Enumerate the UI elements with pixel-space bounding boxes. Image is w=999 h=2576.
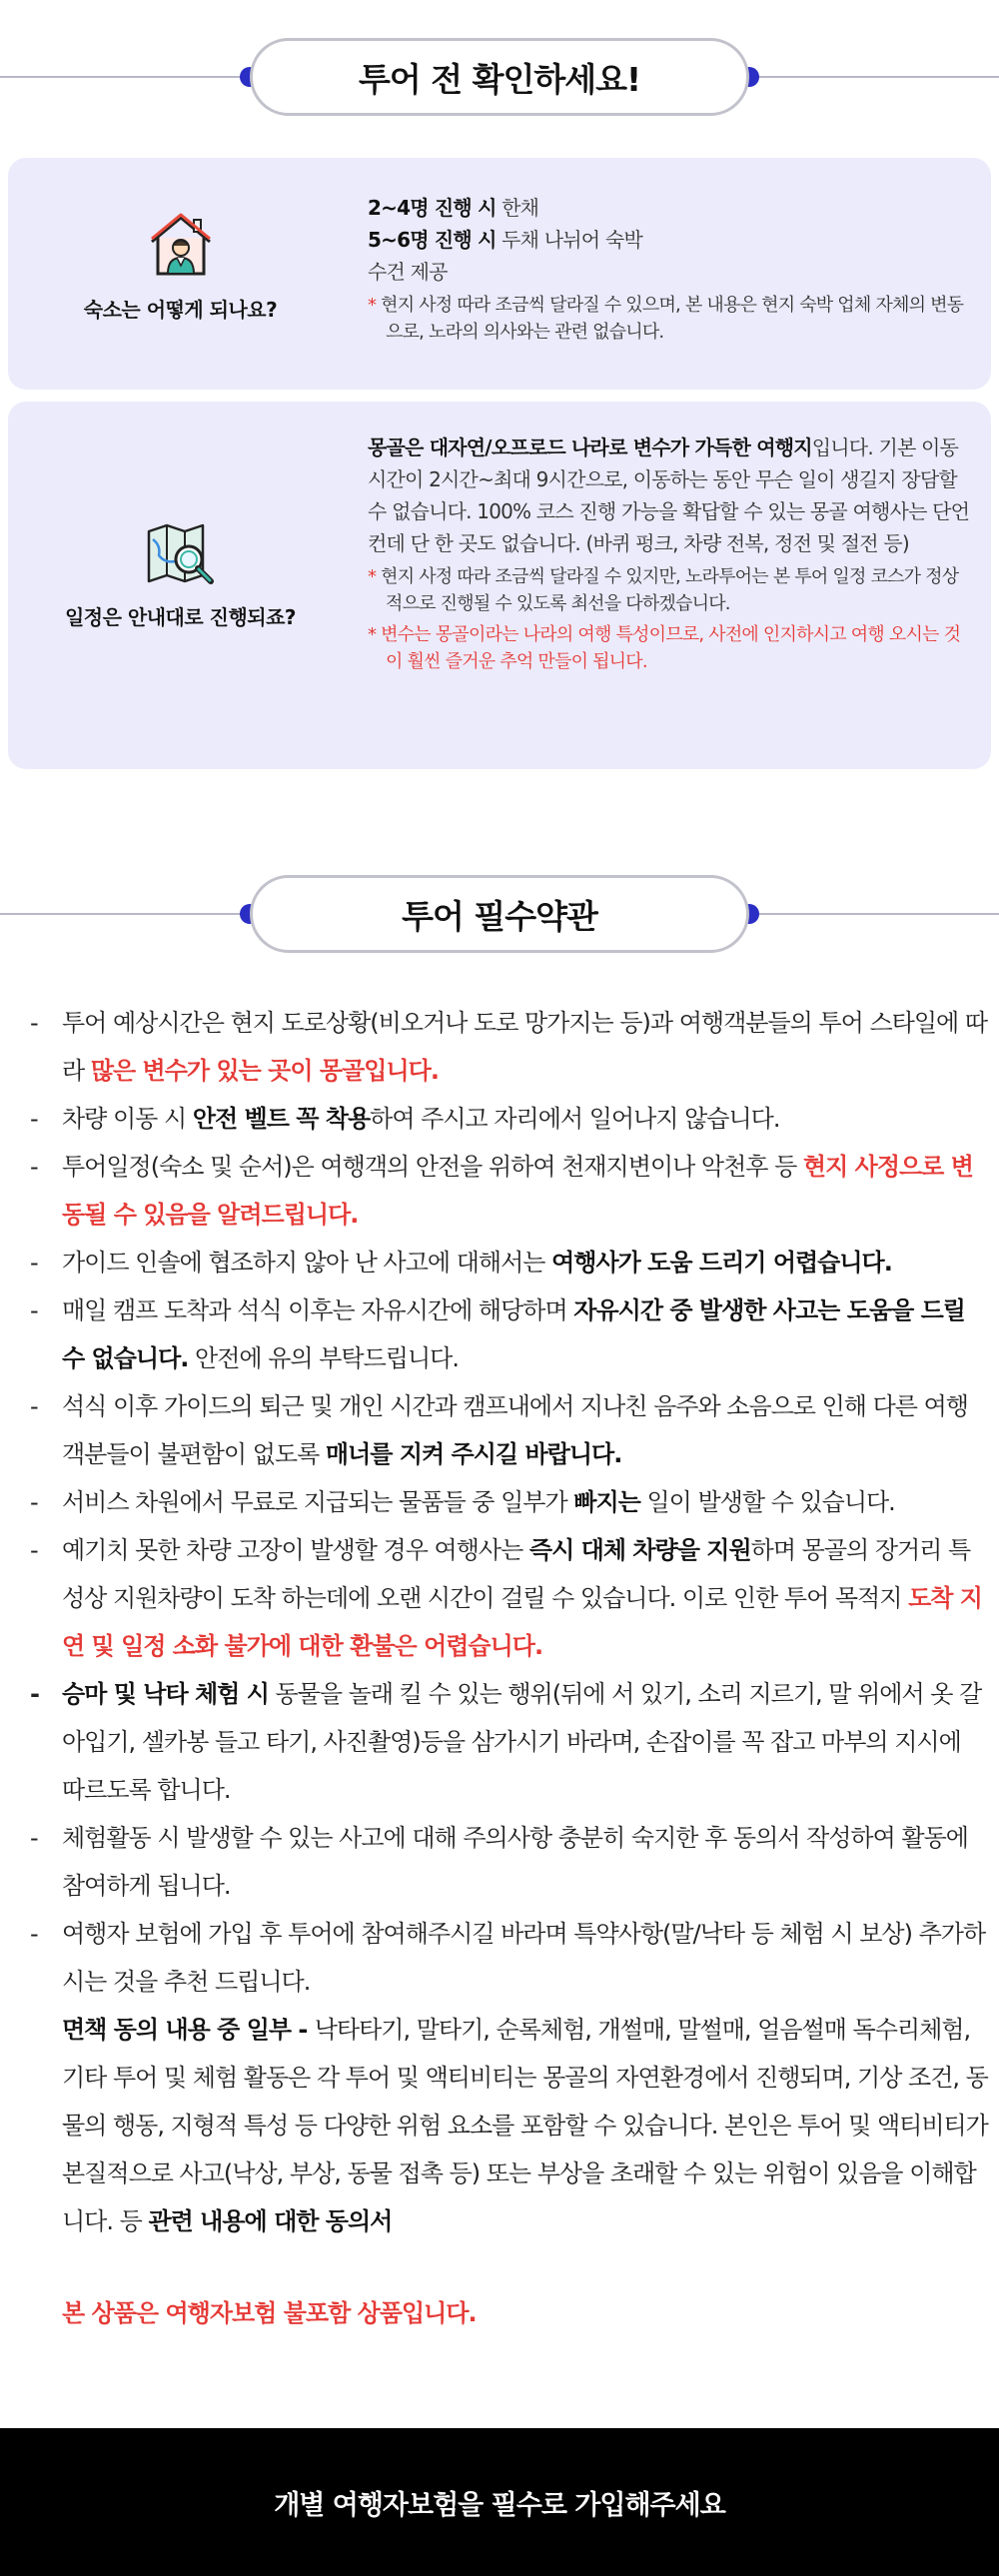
- term-text-part: 하여 주시고 자리에서 일어나지 않습니다.: [370, 1105, 780, 1133]
- house-person-icon: [146, 210, 216, 280]
- note-star: *: [368, 624, 377, 645]
- term-text-part: 예기치 못한 차량 고장이 발생할 경우 여행사는: [62, 1536, 529, 1564]
- faq-card-schedule: [8, 402, 991, 769]
- term-text: [62, 1478, 989, 1526]
- answer-note: [368, 292, 971, 346]
- note-star: *: [368, 295, 377, 316]
- term-item: [30, 1814, 989, 1910]
- footer-banner: [0, 2428, 999, 2576]
- answer-body-text: 입니다. 기본 이동 시간이 2시간~최대 9시간으로, 이동하는 동안 무슨 일이 생길지 장담할 수 없습니다. 100% 코스 진행 가능을 확답할 수 있는 몽골 여행사는 단언컨데 단 한 곳도 없습니다. (바퀴 펑크, 차량 전복, 정전 및 절전 등): [368, 435, 970, 555]
- term-text: [62, 999, 989, 1095]
- faq-card-left: [8, 210, 353, 323]
- term-text: [62, 1239, 989, 1287]
- faq-card-left: [8, 519, 353, 630]
- faq-question: 일정은 안내대로 진행되죠?: [64, 605, 297, 629]
- term-bold: 매너를 지켜 주시길 바랍니다.: [325, 1440, 622, 1468]
- answer-note-2: [368, 621, 971, 675]
- answer-line-1-bold: 2~4명 진행 시: [368, 196, 497, 220]
- term-dash: -: [30, 1536, 38, 1564]
- term-text-part: 투어 예상시간은 현지 도로상황(비오거나 도로 망가지는 등)과 여행객분들의 투어 스타일에 따라: [62, 1009, 988, 1085]
- term-text: 체험활동 시 발생할 수 있는 사고에 대해 주의사항 충분히 숙지한 후 동의서 작성하여 활동에 참여하게 됩니다.: [62, 1824, 968, 1900]
- term-dash: -: [30, 1920, 38, 1948]
- term-text: [62, 1382, 989, 1478]
- term-bold: 빠지는: [573, 1488, 640, 1516]
- term-dash: -: [30, 1296, 38, 1324]
- term-spacer: [30, 2289, 62, 2337]
- term-bold: 즉시 대체 차량을 지원: [528, 1536, 751, 1564]
- term-text: [62, 1526, 989, 1670]
- term-text: [62, 1670, 989, 1814]
- term-text-part: 동물을 놀래 킬 수 있는 행위(뒤에 서 있기, 소리 지르기, 말 위에서 옷 갈아입기, 셀카봉 들고 타기, 사진촬영)등을 삼가시기 바라며, 손잡이를 꼭 잡고 마부의 지시에 따르도록 합니다.: [62, 1680, 982, 1804]
- term-dash: -: [30, 1488, 38, 1516]
- section-title-pill: [250, 875, 749, 953]
- section-title: 투어 전 확인하세요!: [358, 59, 641, 99]
- term-item: [30, 1287, 989, 1382]
- term-highlight: 현지 사정으로 변동될 수 있음을 알려드립니다.: [62, 1153, 973, 1229]
- section-header-tour-check: [0, 38, 999, 118]
- term-item: [30, 1095, 989, 1143]
- faq-answer: [368, 192, 971, 346]
- term-dash: -: [30, 1392, 38, 1420]
- term-bold: 관련 내용에 대한 동의서: [148, 2207, 393, 2235]
- answer-line-1-text: 한채: [496, 196, 539, 220]
- note-text: 현지 사정 따라 조금씩 달라질 수 있으며, 본 내용은 현지 숙박 업체 자체의 변동으로, 노라의 의사와는 관련 없습니다.: [381, 295, 964, 343]
- term-insurance-notice: [30, 2289, 989, 2337]
- section-header-terms: [0, 875, 999, 955]
- term-item: [30, 1143, 989, 1239]
- term-text-part: 매일 캠프 도착과 석식 이후는 자유시간에 해당하며: [62, 1296, 574, 1324]
- term-text-part: 가이드 인솔에 협조하지 않아 난 사고에 대해서는: [62, 1249, 552, 1277]
- faq-card-accommodation: [8, 158, 991, 390]
- term-dash: -: [30, 1105, 38, 1133]
- answer-line-2-text: 두채 나뉘어 숙박: [496, 228, 642, 252]
- term-item: [30, 1382, 989, 1478]
- term-dash: -: [30, 1153, 38, 1181]
- answer-line-2: [368, 224, 971, 256]
- term-bold: 자유시간 중 발생한 사고는 도움을 드릴 수 없습니다.: [62, 1296, 965, 1372]
- section-title: 투어 필수약관: [402, 896, 597, 936]
- term-text-part: 투어일정(숙소 및 순서)은 여행객의 안전을 위하여 천재지변이나 악천후 등: [62, 1153, 803, 1181]
- term-highlight: 많은 변수가 있는 곳이 몽골입니다.: [90, 1057, 439, 1085]
- term-text-part: 안전에 유의 부탁드립니다.: [188, 1344, 459, 1372]
- term-dash: -: [30, 1824, 38, 1852]
- term-item: [30, 1910, 989, 2245]
- term-item: [30, 1239, 989, 1287]
- answer-line-1: [368, 192, 971, 224]
- term-text-part: 석식 이후 가이드의 퇴근 및 개인 시간과 캠프내에서 지나친 음주와 소음으로 인해 다른 여행객분들이 불편함이 없도록: [62, 1392, 968, 1468]
- term-dash: -: [30, 1009, 38, 1037]
- term-bold: 여행사가 도움 드리기 어렵습니다.: [551, 1249, 892, 1277]
- faq-answer: [368, 431, 971, 675]
- term-text: [62, 1910, 989, 2245]
- answer-line-3: 수건 제공: [368, 260, 448, 284]
- note-star: *: [368, 566, 377, 587]
- map-magnifier-icon: [145, 519, 217, 587]
- answer-body: [368, 431, 971, 559]
- term-dash: -: [30, 1680, 39, 1708]
- term-item: [30, 1670, 989, 1814]
- term-highlight: 도착 지연 및 일정 소화 불가에 대한 환불은 어렵습니다.: [62, 1584, 982, 1660]
- answer-line-2-bold: 5~6명 진행 시: [368, 228, 497, 252]
- term-text: [62, 1287, 989, 1382]
- term-text: [62, 1095, 989, 1143]
- term-item: [30, 1478, 989, 1526]
- term-text-part: 여행자 보험에 가입 후 투어에 참여해주시길 바라며 특약사항(말/낙타 등 체험 시 보상) 추가하시는 것을 추천 드립니다.: [62, 1920, 986, 1996]
- term-bold: 승마 및 낙타 체험 시: [62, 1680, 269, 1708]
- term-item: [30, 999, 989, 1095]
- terms-list: [30, 999, 989, 2337]
- term-dash: -: [30, 1249, 38, 1277]
- term-text: [62, 1143, 989, 1239]
- term-bold: 면책 동의 내용 중 일부 -: [62, 2016, 315, 2044]
- term-item: [30, 1526, 989, 1670]
- answer-note-1: [368, 563, 971, 617]
- note-text-red: 변수는 몽골이라는 나라의 여행 특성이므로, 사전에 인지하시고 여행 오시는 것이 훨씬 즐거운 추억 만들이 됩니다.: [381, 624, 961, 672]
- note-text: 현지 사정 따라 조금씩 달라질 수 있지만, 노라투어는 본 투어 일정 코스가 정상적으로 진행될 수 있도록 최선을 다하겠습니다.: [381, 566, 959, 614]
- footer-text: 개별 여행자보험을 필수로 가입해주세요: [274, 2489, 725, 2521]
- term-text-part: 낙타타기, 말타기, 순록체험, 개썰매, 말썰매, 얼음썰매 독수리체험, 기타 투어 및 체험 활동은 각 투어 및 액티비티는 몽골의 자연환경에서 진행되며, 기상 조건, 동물의 행동, 지형적 특성 등 다양한 위험 요소를 포함할 수 있습니다. 본인은 투어 및 액티비티가 본질적으로 사고(낙상, 부상, 동물 접촉 등) 또는 부상을 초래할 수 있는 위험이 있음을 이해합니다. 등: [62, 2016, 988, 2235]
- term-text-part: 하며 몽골의 장거리 특성상 지원차량이 도착 하는데에 오랜 시간이 걸릴 수 있습니다. 이로 인한 투어 목적지: [62, 1536, 971, 1612]
- section-title-pill: [250, 38, 749, 116]
- faq-question: 숙소는 어떻게 되나요?: [83, 298, 278, 322]
- term-bold: 안전 벨트 꼭 착용: [192, 1105, 371, 1133]
- answer-lead-bold: 몽골은 대자연/오프로드 나라로 변수가 가득한 여행지: [368, 435, 812, 459]
- insurance-notice: 본 상품은 여행자보험 불포함 상품입니다.: [62, 2299, 477, 2327]
- term-text-part: 서비스 차원에서 무료로 지급되는 물품들 중 일부가: [62, 1488, 574, 1516]
- term-text-part: 일이 발생할 수 있습니다.: [639, 1488, 895, 1516]
- term-text-part: 차량 이동 시: [62, 1105, 193, 1133]
